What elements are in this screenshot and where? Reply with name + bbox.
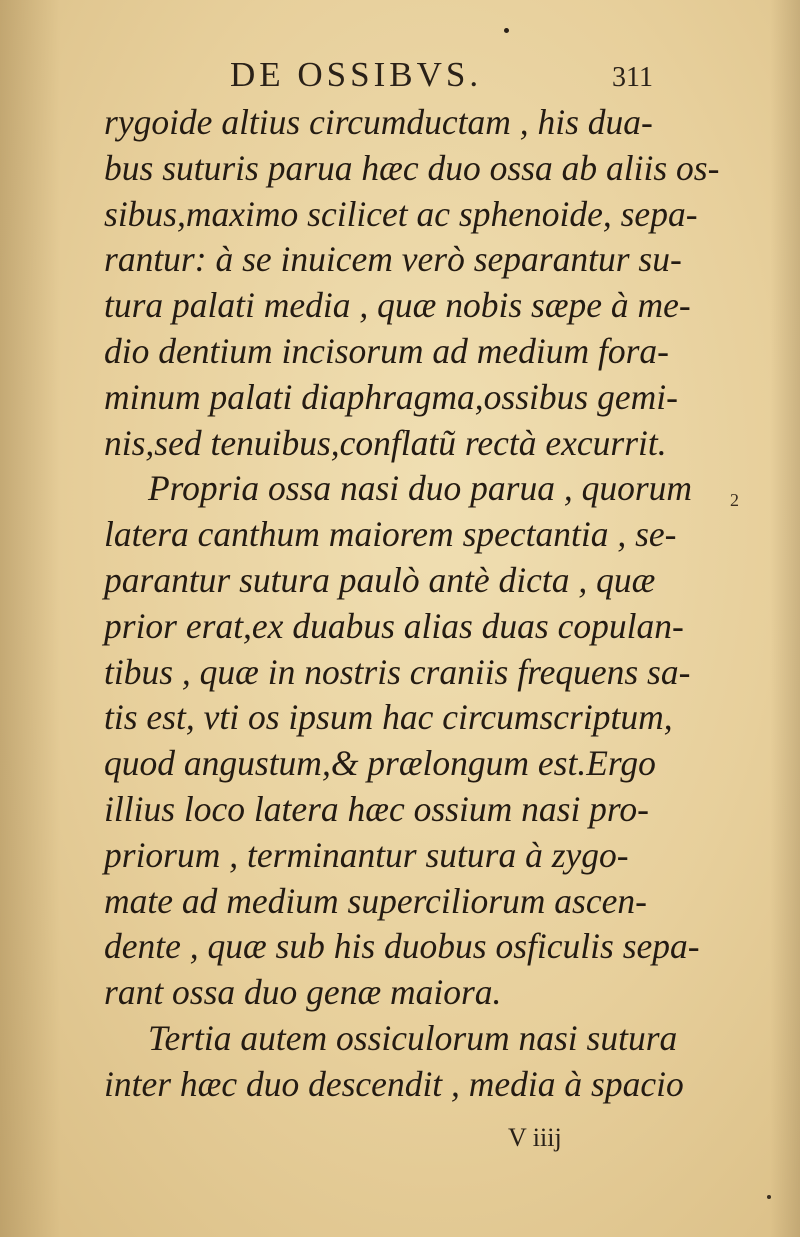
text-line: priorum , terminantur sutura à zygo- [104, 834, 629, 875]
body-text [104, 100, 720, 1108]
signature-mark: V iiij [508, 1123, 562, 1152]
page-edge-shadow [770, 0, 800, 1237]
text-line: illius loco latera hæc ossium nasi pro- [104, 788, 649, 829]
page-number: 311 [612, 62, 653, 93]
text-line: quod angustum,& prælongum est.Ergo [104, 743, 656, 784]
running-title: DE OSSIBVS. [230, 55, 483, 94]
text-line: dio dentium incisorum ad medium fora- [104, 330, 670, 371]
text-line: parantur sutura paulò antè dicta , quæ [104, 559, 656, 600]
text-line: latera canthum maiorem spectantia , se- [104, 514, 677, 555]
margin-note: 2 [730, 490, 739, 510]
text-line: prior erat,ex duabus alias duas copulan- [104, 605, 684, 646]
ink-dot [504, 28, 509, 33]
text-line: dente , quæ sub his duobus osficulis sepa- [104, 926, 700, 967]
text-line: inter hæc duo descendit , media à spacio [104, 1063, 684, 1104]
text-line: tibus , quæ in nostris craniis frequens sa- [104, 651, 691, 692]
gutter-shadow [0, 0, 60, 1237]
text-line: minum palati diaphragma,ossibus gemi- [104, 376, 678, 417]
text-line: rantur: à se inuicem verò separantur su- [104, 239, 682, 280]
text-line: mate ad medium superciliorum ascen- [104, 880, 647, 921]
paragraph-start-line: Propria ossa nasi duo parua , quorum [148, 468, 693, 509]
text-line: sibus,maximo scilicet ac sphenoide, sepa- [104, 193, 698, 234]
paragraph-start-line: Tertia autem ossiculorum nasi sutura [148, 1017, 678, 1058]
text-line: bus suturis parua hæc duo ossa ab aliis os- [104, 147, 720, 188]
text-line: tis est, vti os ipsum hac circumscriptum, [104, 697, 673, 738]
text-line: tura palati media , quæ nobis sæpe à me- [104, 285, 691, 326]
text-line: nis,sed tenuibus,conflatũ rectà excurrit. [104, 422, 667, 463]
text-line: rant ossa duo genæ maiora. [104, 972, 502, 1013]
text-line: rygoide altius circumductam , his dua- [104, 102, 653, 142]
ink-fleck [767, 1195, 771, 1199]
